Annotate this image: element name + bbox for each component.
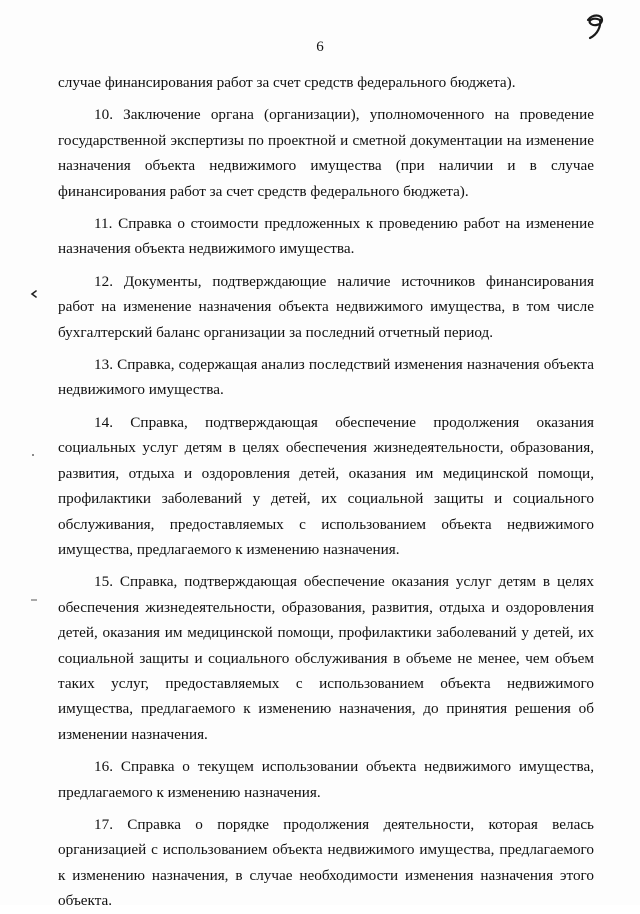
paragraph-item-13: 13. Справка, содержащая анализ последствий изменения назначения объекта недвижимого имущества. <box>58 356 594 399</box>
paragraph-item-11: 11. Справка о стоимости предложенных к проведению работ на изменение назначения объекта недвижимого имущества. <box>58 215 594 258</box>
paragraph-item-15: 15. Справка, подтверждающая обеспечение оказания услуг детям в целях обеспечения жизнедеятельности, образования, развития, отдыха и оздоровления детей, оказания им медицинской помощи, профилактики заболеваний у детей, их социальной защиты и социального обслуживания в объеме не менее, чем объем таких услуг, предоставляемых с использованием объекта недвижимого имущества, предлагаемого к изменению назначения, до принятия решения об изменении назначения. <box>58 573 594 743</box>
paragraph-item-14: 14. Справка, подтверждающая обеспечение продолжения оказания социальных услуг детям в целях обеспечения жизнедеятельности, образования, развития, отдыха и оздоровления детей, оказания им медицинской помощи, профилактики заболеваний у детей, их социальной защиты и социального обслуживания, предоставляемых с использованием объекта недвижимого имущества, предлагаемого к изменению назначения. <box>58 413 594 558</box>
page-number: 6 <box>316 39 324 55</box>
paragraph-item-12: 12. Документы, подтверждающие наличие источников финансирования работ на изменение назначения объекта недвижимого имущества, в том числе бухгалтерский баланс организации за последний отчетный период. <box>58 272 594 341</box>
scan-artifact-dot <box>30 452 36 458</box>
document-body <box>58 70 594 914</box>
handwritten-page-mark <box>574 8 614 42</box>
scan-artifact-dash <box>30 598 38 602</box>
scan-artifact-mark <box>30 290 38 298</box>
paragraph-item-10: 10. Заключение органа (организации), уполномоченного на проведение государственной экспертизы по проектной и сметной документации на изменение назначения объекта недвижимого имущества (при наличии и в случае финансирования работ за счет средств федерального бюджета). <box>58 106 594 200</box>
paragraph-continuation: случае финансирования работ за счет средств федерального бюджета). <box>58 74 516 91</box>
paragraph-item-16: 16. Справка о текущем использовании объекта недвижимого имущества, предлагаемого к изменению назначения. <box>58 758 594 801</box>
paragraph-item-17: 17. Справка о порядке продолжения деятельности, которая велась организацией с использованием объекта недвижимого имущества, предлагаемого к изменению назначения, в случае необходимости изменения назначения этого объекта. <box>58 815 594 910</box>
